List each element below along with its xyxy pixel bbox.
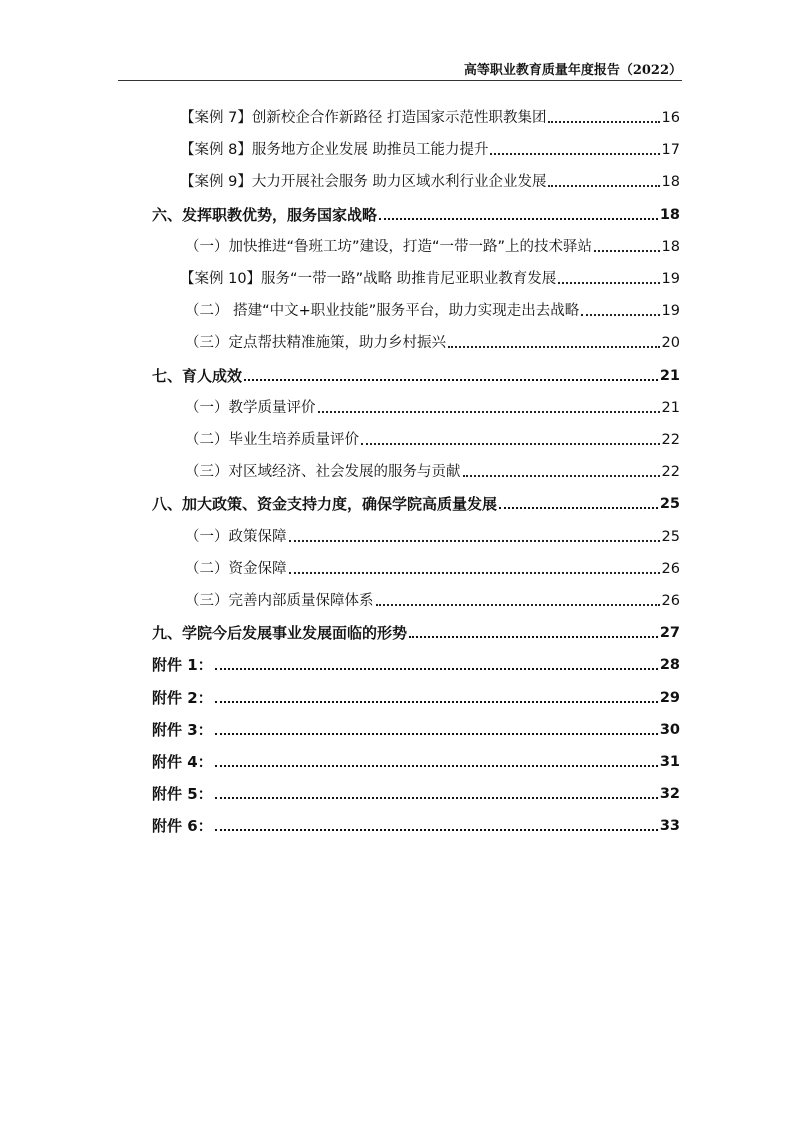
toc-entry[interactable] <box>0 682 800 708</box>
toc-entry-label: 七、育人成效 <box>152 366 243 385</box>
toc-dot-leader <box>558 282 659 284</box>
toc-entry[interactable] <box>0 295 800 321</box>
toc-dot-leader <box>289 540 660 542</box>
toc-entry-label: 六、发挥职教优势，服务国家战略 <box>152 205 378 224</box>
toc-entry-page-number: 26 <box>661 593 680 609</box>
toc-entry-label: 附件 3： <box>152 720 213 739</box>
toc-dot-leader <box>215 765 658 767</box>
toc-entry-page-number: 19 <box>661 271 680 287</box>
toc-dot-leader <box>490 153 659 155</box>
toc-dot-leader <box>361 443 660 445</box>
toc-dot-leader <box>289 572 660 574</box>
toc-entry-label: 【案例 7】创新校企合作新路径 打造国家示范性职教集团 <box>180 110 547 126</box>
toc-entry[interactable] <box>0 746 800 772</box>
toc-entry-label: （一）政策保障 <box>185 528 287 545</box>
toc-entry[interactable] <box>0 166 800 192</box>
toc-entry-label: 附件 2： <box>152 688 213 707</box>
toc-entry-label: 【案例 10】服务“一带一路”战略 助推肯尼亚职业教育发展 <box>180 271 557 287</box>
toc-dot-leader <box>215 701 658 703</box>
toc-entry-label: （三）定点帮扶精准施策，助力乡村振兴 <box>185 335 446 352</box>
toc-dot-leader <box>215 797 658 799</box>
toc-entry-page-number: 33 <box>659 818 680 835</box>
toc-entry-page-number: 22 <box>661 464 680 481</box>
toc-dot-leader <box>448 346 660 348</box>
toc-entry-label: （三）对区域经济、社会发展的服务与贡献 <box>185 464 461 481</box>
toc-entry[interactable] <box>0 134 800 160</box>
toc-dot-leader <box>594 250 660 252</box>
toc-dot-leader <box>376 604 660 606</box>
toc-entry-page-number: 18 <box>661 174 680 191</box>
toc-dot-leader <box>548 121 659 123</box>
toc-entry-page-number: 25 <box>661 528 680 545</box>
toc-entry-page-number: 21 <box>661 399 680 416</box>
toc-dot-leader <box>581 314 659 316</box>
toc-entry-label: 附件 6： <box>152 817 213 836</box>
toc-entry[interactable] <box>0 714 800 740</box>
toc-dot-leader <box>318 411 660 413</box>
toc-entry[interactable] <box>0 263 800 289</box>
toc-entry-label: （二） 搭建“中文+职业技能”服务平台，助力实现走出去战略 <box>185 303 580 320</box>
toc-entry[interactable] <box>0 327 800 353</box>
toc-entry-label: 附件 1： <box>152 656 213 675</box>
toc-entry[interactable] <box>0 649 800 675</box>
toc-entry-label: 附件 4： <box>152 753 213 771</box>
toc-entry[interactable] <box>0 392 800 418</box>
toc-entry-page-number: 16 <box>661 110 680 126</box>
toc-entry[interactable] <box>0 585 800 611</box>
toc-entry-label: 九、学院今后发展事业发展面临的形势 <box>152 624 408 643</box>
toc-entry-label: （二）毕业生培养质量评价 <box>185 432 359 448</box>
toc-entry-page-number: 30 <box>659 721 680 738</box>
toc-entry-page-number: 31 <box>659 754 680 770</box>
toc-dot-leader <box>548 185 659 187</box>
toc-dot-leader <box>215 668 658 670</box>
toc-entry-page-number: 18 <box>661 238 680 255</box>
report-title: 高等职业教育质量年度报告（2022） <box>463 63 682 78</box>
toc-entry-page-number: 27 <box>659 625 680 642</box>
toc-entry-page-number: 25 <box>659 496 680 513</box>
toc-dot-leader <box>463 475 660 477</box>
toc-entry-page-number: 17 <box>661 142 680 159</box>
toc-entry[interactable] <box>0 617 800 643</box>
toc-entry-page-number: 26 <box>661 560 680 577</box>
toc-entry[interactable] <box>0 102 800 128</box>
toc-entry-page-number: 21 <box>659 367 680 384</box>
page-header <box>0 57 800 81</box>
header-divider <box>118 80 682 81</box>
toc-entry[interactable] <box>0 360 800 386</box>
toc-entry[interactable] <box>0 810 800 836</box>
toc-entry[interactable] <box>0 199 800 225</box>
toc-dot-leader <box>499 507 658 509</box>
toc-dot-leader <box>215 829 658 831</box>
toc-entry-page-number: 29 <box>659 689 680 706</box>
toc-entry-label: 【案例 9】大力开展社会服务 助力区域水利行业企业发展 <box>180 174 547 191</box>
toc-dot-leader <box>215 733 658 735</box>
toc-dot-leader <box>409 636 658 638</box>
toc-entry-page-number: 32 <box>659 786 680 803</box>
toc-entry[interactable] <box>0 488 800 514</box>
toc-entry-page-number: 19 <box>661 303 680 320</box>
toc-entry[interactable] <box>0 424 800 450</box>
toc-entry-page-number: 22 <box>661 432 680 448</box>
toc-dot-leader <box>244 379 658 381</box>
toc-entry[interactable] <box>0 231 800 257</box>
toc-entry-label: （一）加快推进“鲁班工坊”建设，打造“一带一路”上的技术驿站 <box>185 238 593 255</box>
toc-entry-page-number: 18 <box>659 206 680 223</box>
toc-entry-label: （三）完善内部质量保障体系 <box>185 593 374 609</box>
toc-entry[interactable] <box>0 521 800 547</box>
toc-dot-leader <box>379 218 658 220</box>
toc-entry[interactable] <box>0 778 800 804</box>
toc-entry-page-number: 20 <box>661 335 680 352</box>
toc-entry[interactable] <box>0 456 800 482</box>
toc-entry-label: 附件 5： <box>152 785 213 804</box>
toc-entry-page-number: 28 <box>659 657 680 674</box>
toc-entry-label: 【案例 8】服务地方企业发展 助推员工能力提升 <box>180 142 489 159</box>
toc-entry-label: （二）资金保障 <box>185 560 287 577</box>
toc-entry-label: （一）教学质量评价 <box>185 399 316 416</box>
toc-entry[interactable] <box>0 553 800 579</box>
toc-entry-label: 八、加大政策、资金支持力度，确保学院高质量发展 <box>152 495 498 514</box>
